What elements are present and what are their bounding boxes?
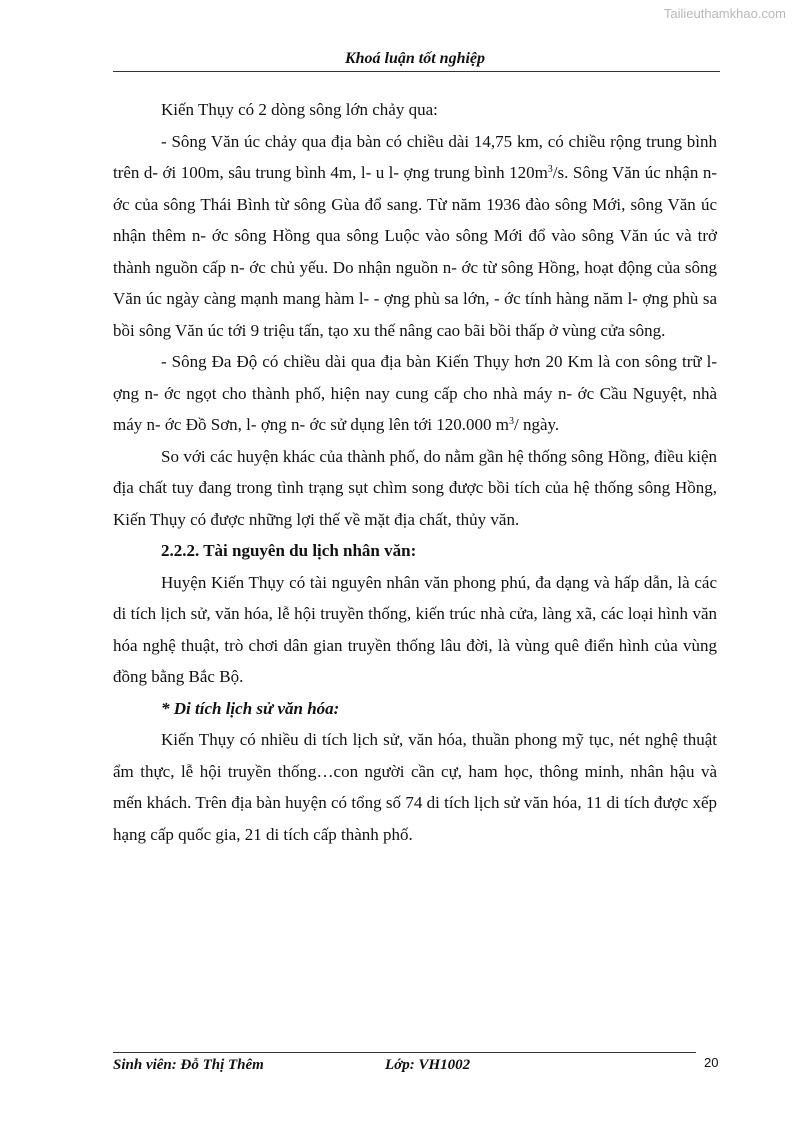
- paragraph-intro: Kiến Thụy có 2 dòng sông lớn chảy qua:: [161, 100, 438, 119]
- page-number: 20: [704, 1055, 719, 1070]
- superscript: 3: [509, 416, 515, 427]
- footer-student: Sinh viên: Đỗ Thị Thêm: [113, 1057, 264, 1073]
- paragraph-cultural-resources: Huyện Kiến Thụy có tài nguyên nhân văn phong phú, đa dạng và hấp dẫn, là các di tích lịch sử, văn hóa, lễ hội truyền thống, kiến trúc nhà cửa, làng xã, các loại hình văn hóa nghệ thuật, trò chơi dân gian truyền thống lâu đời, là vùng quê điển hình của vùng đồng bằng Bắc Bộ.: [113, 572, 717, 686]
- document-body: [113, 94, 717, 850]
- paragraph-text: - Sông Đa Độ có chiều dài qua địa bàn Kiến Thụy hơn 20 Km là con sông trữ l- ợng n- ớc ngọt cho thành phố, hiện nay cung cấp cho nhà máy n- ớc Cầu Nguyệt, nhà máy n- ớc Đồ Sơn, l- ợng n- ớc sử dụng lên tới 120.000 m: [113, 352, 717, 434]
- footer-class: Lớp: VH1002: [385, 1057, 471, 1073]
- paragraph-text: / ngày.: [514, 415, 560, 434]
- section-heading: 2.2.2. Tài nguyên du lịch nhân văn:: [161, 541, 417, 560]
- page-header-title: Khoá luận tốt nghiệp: [344, 50, 486, 67]
- paragraph-da-do-river: [113, 346, 717, 441]
- header-divider: [113, 71, 720, 72]
- watermark: Tailieuthamkhao.com: [663, 6, 786, 21]
- paragraph-van-uc-river: [113, 126, 717, 347]
- footer-divider: [113, 1052, 696, 1053]
- paragraph-text: /s. Sông Văn úc nhận n- ớc của sông Thái Bình từ sông Gùa đổ sang. Từ năm 1936 đào sông Mới, sông Văn úc nhận thêm n- ớc sông Hồng qua sông Luộc vào sông Mới đổ vào sông Văn úc và trở thành nguồn cấp n- ớc chủ yếu. Do nhận nguồn n- ớc từ sông Hồng, hoạt động của sông Văn úc ngày càng mạnh mang hàm l- - ợng phù sa lớn, - ớc tính hàng năm l- ợng phù sa bồi sông Văn úc tới 9 triệu tấn, tạo xu thế nâng cao bãi bồi thấp ở vùng cửa sông.: [113, 163, 717, 340]
- superscript: 3: [547, 164, 553, 175]
- paragraph-text: - Sông Văn úc chảy qua địa bàn có chiều dài 14,75 km, có chiều rộng trung bình trên d- ới 100m, sâu trung bình 4m, l- u l- ợng trung bình 120m: [113, 131, 717, 182]
- paragraph-comparison: So với các huyện khác của thành phố, do nằm gần hệ thống sông Hồng, điều kiện địa chất tuy đang trong tình trạng sụt chìm song được bồi tích của hệ thống sông Hồng, Kiến Thụy có được những lợi thế về mặt địa chất, thủy văn.: [113, 446, 717, 529]
- subsection-heading: * Di tích lịch sử văn hóa:: [161, 698, 340, 718]
- paragraph-historic-sites: Kiến Thụy có nhiều di tích lịch sử, văn hóa, thuần phong mỹ tục, nét nghệ thuật ẩm thực, lễ hội truyền thống…con người cần cự, ham học, thông minh, nhân hậu và mến khách. Trên địa bàn huyện có tổng số 74 di tích lịch sử văn hóa, 11 di tích được xếp hạng cấp quốc gia, 21 di tích cấp thành phố.: [113, 730, 717, 844]
